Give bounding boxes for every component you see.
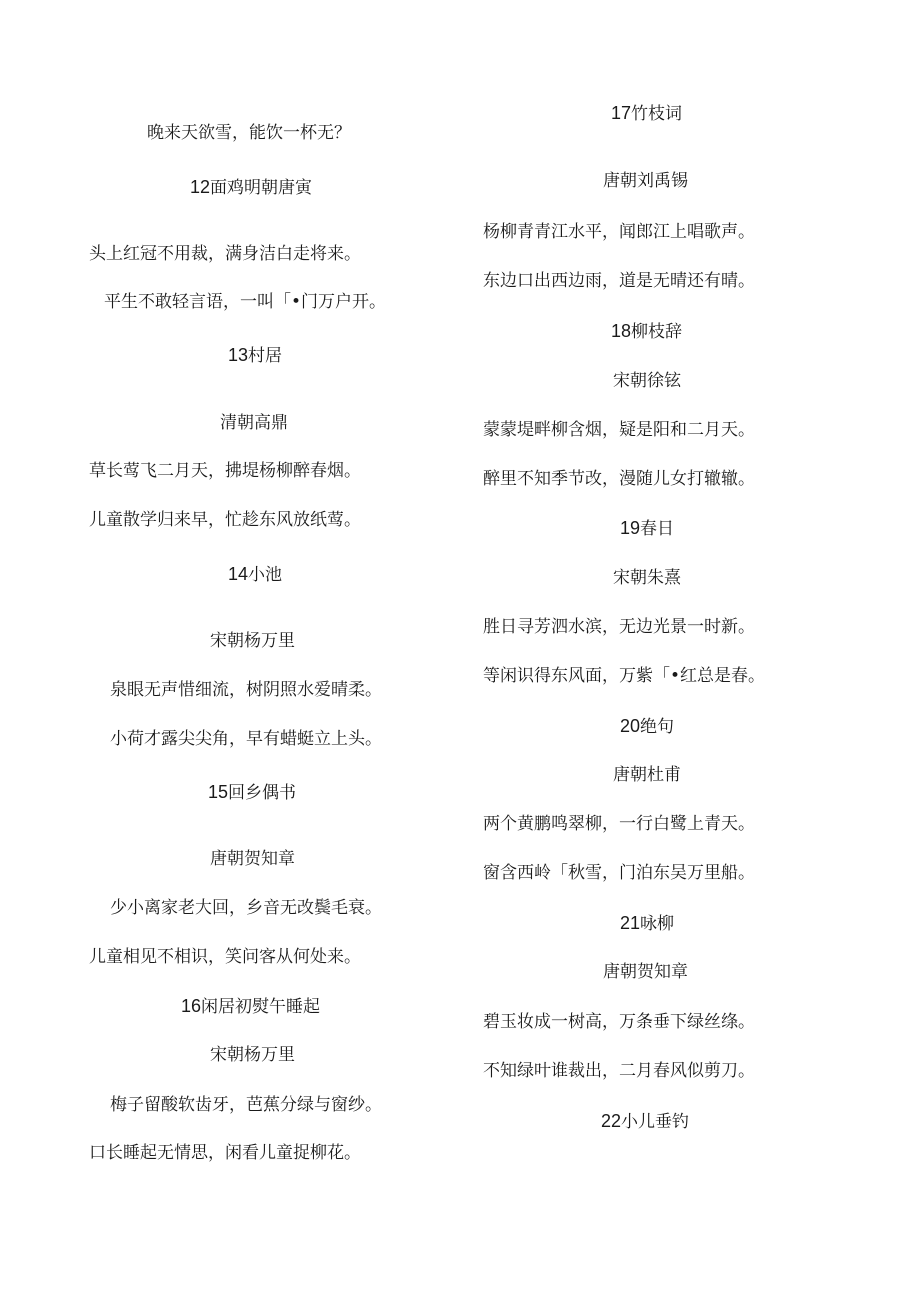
poem-line: 杨柳青青江水平，闻郎江上唱歌声。 [483,222,755,242]
poem-title-text: 闲居初熨午睡起 [201,997,321,1017]
poem-number: 21 [620,913,641,933]
poem-title-22 [601,1109,689,1133]
poem-author: 唐朝贺知章 [603,962,688,982]
poem-line: 平生不敢轻言语，一叫「•门万户开。 [104,292,387,312]
poem-line: 口长睡起无情思，闲看儿童捉柳花。 [89,1143,361,1163]
poem-title-14 [228,562,282,586]
poem-author: 唐朝杜甫 [613,765,681,785]
poem-title-12 [190,175,312,199]
poem-title-15 [208,780,296,804]
poem-line: 蒙蒙堤畔柳含烟，疑是阳和二月天。 [483,420,755,440]
poem-line: 不知绿叶谁裁出，二月春风似剪刀。 [483,1061,755,1081]
poem-line: 碧玉妆成一树高，万条垂下绿丝绦。 [483,1012,755,1032]
poem-line: 窗含西岭「秋雪，门泊东吴万里船。 [483,863,755,883]
poem-title-text: 春日 [640,519,675,539]
poem-number: 13 [228,345,249,365]
poem-line: 儿童散学归来早，忙趁东风放纸莺。 [89,510,361,530]
poem-title-text: 绝句 [640,717,675,737]
poem-author: 宋朝朱熹 [613,568,681,588]
poem-title-text: 小池 [248,565,283,585]
poem-title-text: 面鸡明朝唐寅 [210,178,313,198]
poem-number: 20 [620,716,641,736]
poem-title-text: 柳枝辞 [631,322,683,342]
poem-title-text: 咏柳 [640,914,675,934]
poem-line: 头上红冠不用裁，满身洁白走将来。 [89,244,361,264]
poem-author: 宋朝杨万里 [210,1045,295,1065]
poem-line: 晚来天欲雪，能饮一杯无？ [147,123,351,143]
poem-title-19 [620,516,674,540]
poem-title-text: 小儿垂钓 [621,1112,690,1132]
poem-author: 唐朝刘禹锡 [603,171,688,191]
poem-line: 小荷才露尖尖角，早有蜡蜓立上头。 [110,729,382,749]
poem-number: 18 [611,321,632,341]
poem-title-text: 竹枝词 [631,104,683,124]
poem-line: 少小离家老大回，乡音无改鬓毛衰。 [110,898,382,918]
poem-author: 宋朝杨万里 [210,631,295,651]
poem-author: 宋朝徐铉 [613,371,681,391]
poem-title-16 [181,994,320,1018]
poem-number: 22 [601,1111,622,1131]
poem-number: 12 [190,177,211,197]
poem-line: 等闲识得东风面，万紫「•红总是春。 [483,666,766,686]
poem-line: 醉里不知季节改，漫随儿女打辙辙。 [483,469,755,489]
poem-number: 16 [181,996,202,1016]
poem-line: 梅子留酸软齿牙，芭蕉分绿与窗纱。 [110,1095,382,1115]
poem-line: 草长莺飞二月天，拂堤杨柳醉春烟。 [89,461,361,481]
poem-author: 唐朝贺知章 [210,849,295,869]
poem-number: 14 [228,564,249,584]
poem-number: 15 [208,782,229,802]
poem-line: 泉眼无声惜细流，树阴照水爱晴柔。 [110,680,382,700]
poem-author: 清朝高鼎 [220,413,288,433]
poem-line: 东边口出西边雨，道是无晴还有晴。 [483,271,755,291]
poem-title-17 [611,101,682,125]
poem-title-13 [228,343,282,367]
poem-title-18 [611,319,682,343]
poem-title-21 [620,911,674,935]
poem-number: 19 [620,518,641,538]
poem-line: 儿童相见不相识，笑问客从何处来。 [89,947,361,967]
poem-number: 17 [611,103,632,123]
poem-title-text: 村居 [248,346,283,366]
poem-line: 两个黄鹏鸣翠柳，一行白鹭上青天。 [483,814,755,834]
poem-title-20 [620,714,674,738]
poem-title-text: 回乡偶书 [228,783,297,803]
poem-line: 胜日寻芳泗水滨，无边光景一时新。 [483,617,755,637]
